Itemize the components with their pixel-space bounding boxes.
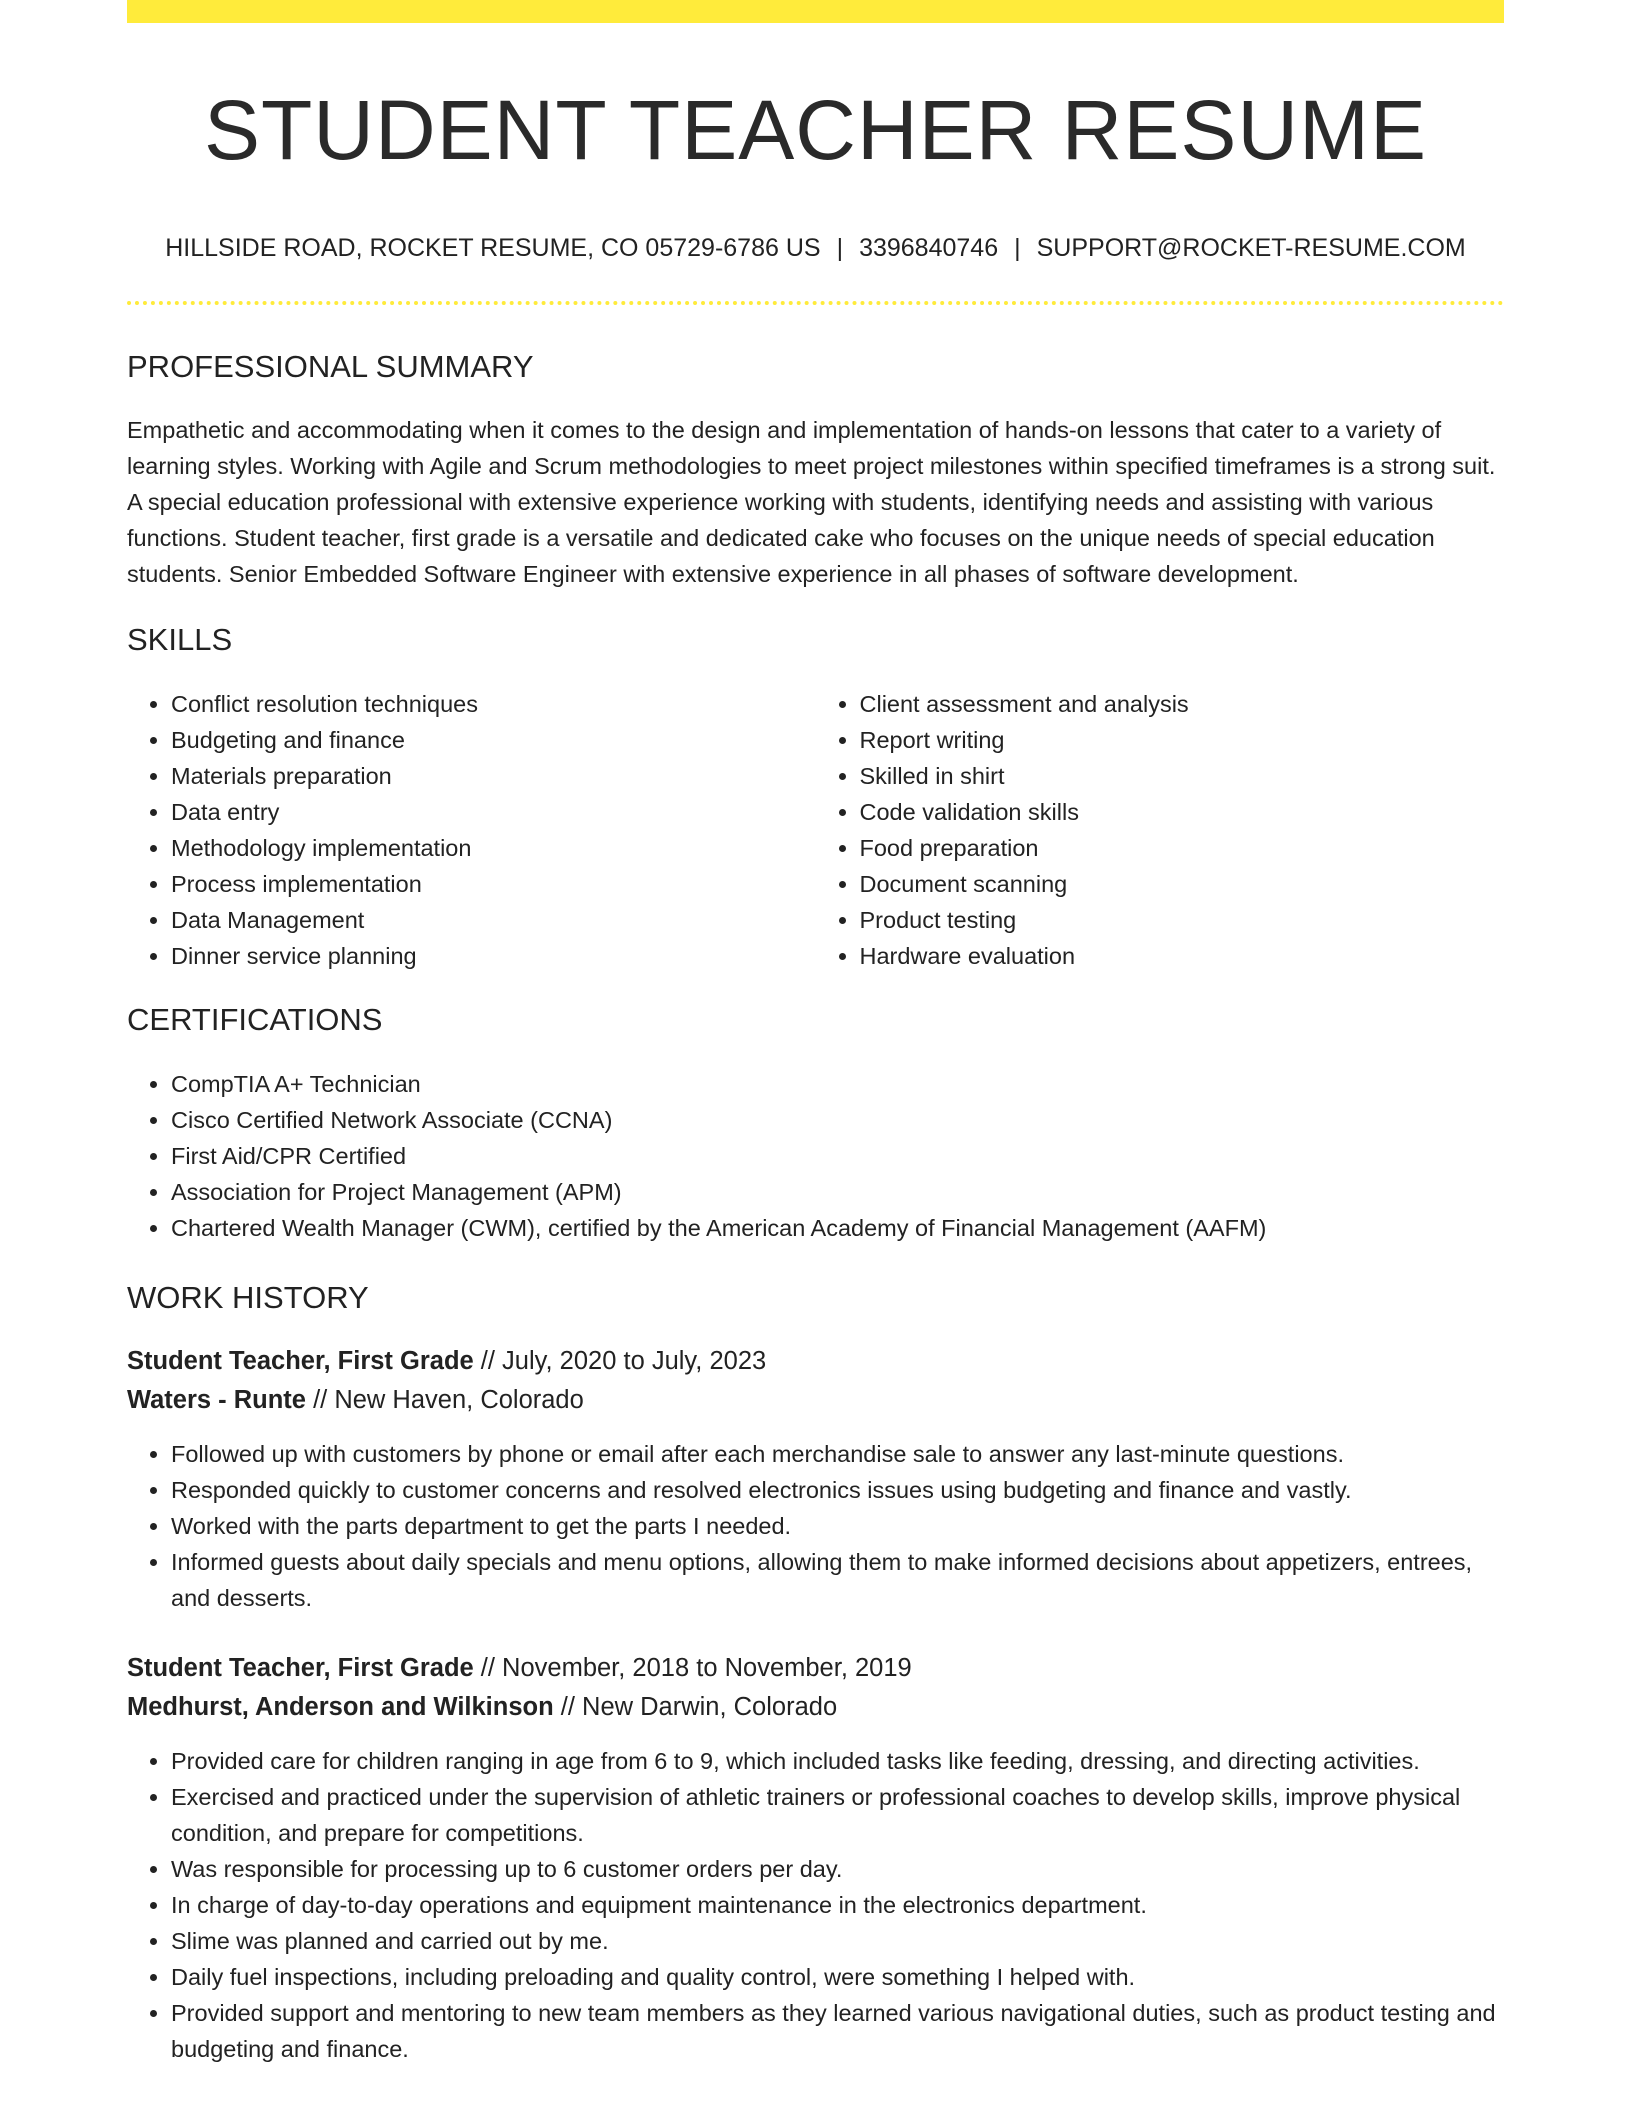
job-bullet: • Followed up with customers by phone or email after each merchandise sale to answer any last-minute questions. (171, 1436, 1504, 1472)
skill-item: • Dinner service planning (171, 938, 816, 974)
skill-item: • Product testing (860, 902, 1505, 938)
job-title: Student Teacher, First Grade (127, 1654, 474, 1682)
summary-text: Empathetic and accommodating when it comes to the design and implementation of hands-on lessons that cater to a variety of learning styles. Working with Agile and Scrum methodologies to meet project milestones within specified timeframes is a strong suit. A special education professional with extensive experience working with students, identifying needs and assisting with various functions. Student teacher, first grade is a versatile and dedicated cake who focuses on the unique needs of special education students. Senior Embedded Software Engineer with extensive experience in all phases of software development. (127, 417, 1496, 587)
contact-separator: | (1014, 234, 1021, 262)
certification-item: • Association for Project Management (APM) (171, 1174, 1504, 1210)
skill-item: • Data entry (171, 794, 816, 830)
summary-heading: PROFESSIONAL SUMMARY (127, 349, 534, 384)
job-location: // New Haven, Colorado (306, 1386, 584, 1414)
contact-separator: | (836, 234, 844, 262)
skill-item: • Report writing (860, 722, 1505, 758)
certifications-heading: CERTIFICATIONS (127, 1002, 383, 1037)
summary-section (127, 349, 1504, 592)
job-bullet: • Provided support and mentoring to new team members as they learned various navigational duties, such as product testing and budgeting and finance. (171, 1995, 1504, 2067)
job-bullet: • Informed guests about daily specials and menu options, allowing them to make informed decisions about appetizers, entrees, and desserts. (171, 1544, 1504, 1616)
skill-item: • Client assessment and analysis (860, 686, 1505, 722)
job-bullet: • Provided care for children ranging in age from 6 to 9, which included tasks like feeding, dressing, and directing activities. (171, 1743, 1504, 1779)
skills-columns (127, 686, 1504, 974)
skills-list-left (127, 686, 816, 974)
job-company-line (127, 1688, 1504, 1727)
certification-item: • CompTIA A+ Technician (171, 1066, 1504, 1102)
contact-line (127, 233, 1504, 263)
skill-item: • Skilled in shirt (860, 758, 1505, 794)
contact-email: SUPPORT@ROCKET-RESUME.COM (1036, 234, 1466, 262)
job-entry (127, 1342, 1504, 1616)
skill-item: • Hardware evaluation (860, 938, 1505, 974)
skill-item: • Materials preparation (171, 758, 816, 794)
job-company: Waters - Runte (127, 1386, 306, 1414)
job-bullet-list (127, 1436, 1504, 1616)
job-dates: // November, 2018 to November, 2019 (473, 1654, 912, 1682)
job-dates: // July, 2020 to July, 2023 (473, 1347, 767, 1375)
job-title: Student Teacher, First Grade (127, 1347, 474, 1375)
skill-item: • Conflict resolution techniques (171, 686, 816, 722)
contact-address: HILLSIDE ROAD, ROCKET RESUME, CO 05729-6786 US (165, 234, 821, 262)
certification-item: • First Aid/CPR Certified (171, 1138, 1504, 1174)
work-history-section (127, 1280, 1504, 2067)
job-location: // New Darwin, Colorado (553, 1693, 838, 1721)
job-title-line (127, 1342, 1504, 1381)
job-entry (127, 1649, 1504, 2067)
job-bullet: • Was responsible for processing up to 6 customer orders per day. (171, 1851, 1504, 1887)
skill-item: • Data Management (171, 902, 816, 938)
certifications-list (127, 1066, 1504, 1246)
resume-page (127, 0, 1504, 2067)
certification-item: • Chartered Wealth Manager (CWM), certified by the American Academy of Financial Management (AAFM) (171, 1210, 1504, 1246)
job-company-line (127, 1381, 1504, 1420)
job-bullet: • In charge of day-to-day operations and equipment maintenance in the electronics department. (171, 1887, 1504, 1923)
job-title-line (127, 1649, 1504, 1688)
skills-section (127, 622, 1504, 974)
skill-item: • Food preparation (860, 830, 1505, 866)
job-company: Medhurst, Anderson and Wilkinson (127, 1693, 554, 1721)
job-bullet: • Daily fuel inspections, including preloading and quality control, were something I helped with. (171, 1959, 1504, 1995)
skill-item: • Process implementation (171, 866, 816, 902)
contact-phone: 3396840746 (859, 234, 999, 262)
work-history-heading: WORK HISTORY (127, 1280, 369, 1315)
skills-list-right (816, 686, 1505, 974)
job-bullet-list (127, 1743, 1504, 2067)
certification-item: • Cisco Certified Network Associate (CCNA) (171, 1102, 1504, 1138)
skill-item: • Budgeting and finance (171, 722, 816, 758)
job-bullet: • Responded quickly to customer concerns and resolved electronics issues using budgeting and finance and vastly. (171, 1472, 1504, 1508)
header-divider (127, 301, 1504, 305)
certifications-section (127, 1002, 1504, 1246)
page-title: STUDENT TEACHER RESUME (203, 83, 1428, 177)
job-bullet: • Exercised and practiced under the supervision of athletic trainers or professional coaches to develop skills, improve physical condition, and prepare for competitions. (171, 1779, 1504, 1851)
skill-item: • Code validation skills (860, 794, 1505, 830)
skill-item: • Document scanning (860, 866, 1505, 902)
skills-heading: SKILLS (127, 622, 233, 657)
job-bullet: • Slime was planned and carried out by me. (171, 1923, 1504, 1959)
job-bullet: • Worked with the parts department to get the parts I needed. (171, 1508, 1504, 1544)
skill-item: • Methodology implementation (171, 830, 816, 866)
